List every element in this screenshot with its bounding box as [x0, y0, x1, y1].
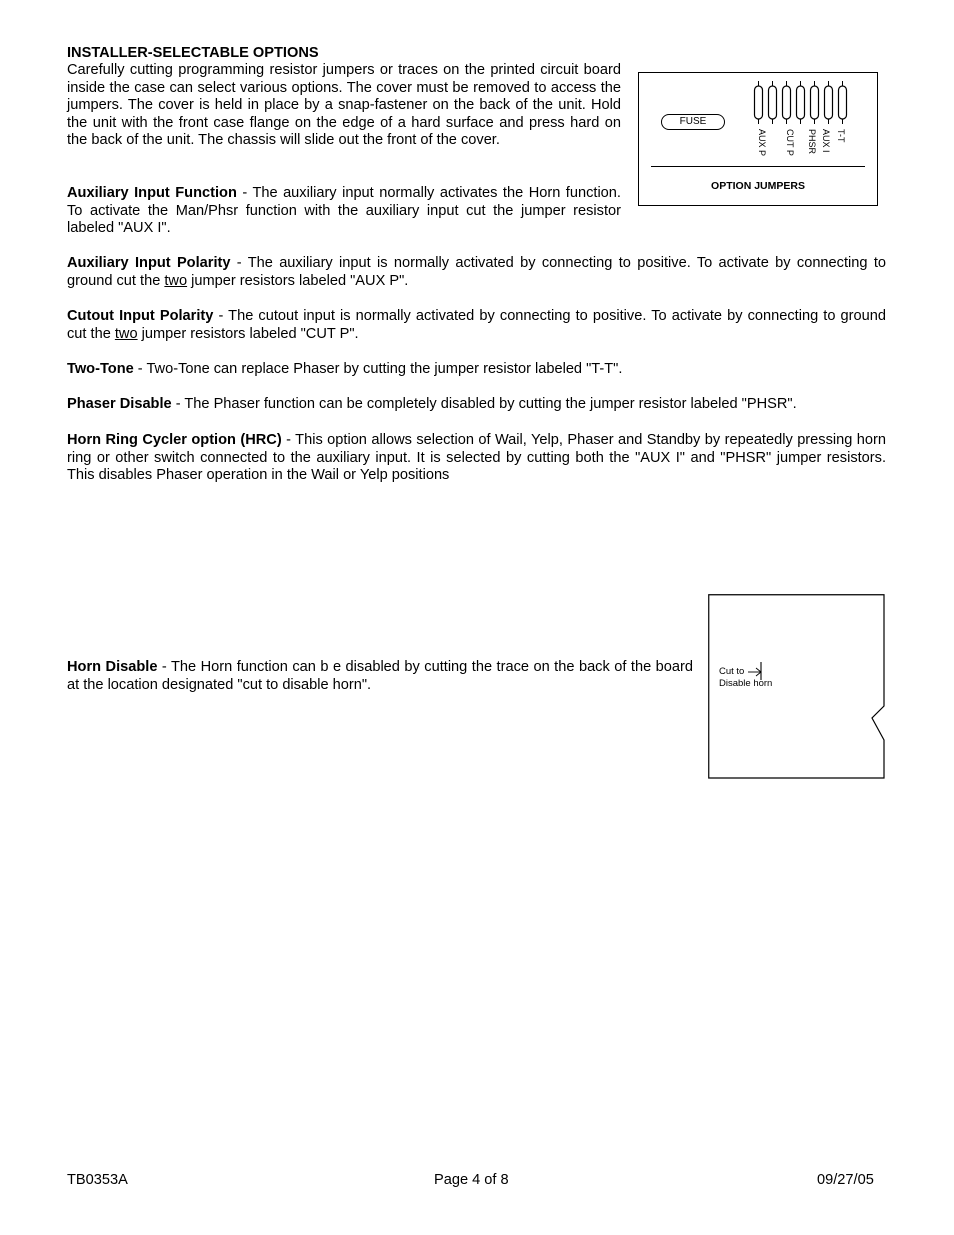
aux-polarity-paragraph — [67, 255, 886, 290]
footer-page-number: Page 4 of 8 — [434, 1172, 509, 1188]
cutout-polarity-term: Cutout Input Polarity — [67, 308, 214, 324]
cutout-polarity-text-b: jumper resistors labeled "CUT P". — [137, 325, 359, 342]
hrc-paragraph — [67, 432, 886, 485]
jumper-t-t-icon — [836, 81, 849, 124]
aux-polarity-text-a: - The auxiliary input is normally activated by connecting to positive. To activate by connecting to ground cut the — [67, 255, 886, 289]
cutout-polarity-paragraph — [67, 308, 886, 343]
jumper-label-t-t: T-T — [836, 129, 846, 143]
cutout-polarity-underline: two — [114, 325, 138, 342]
footer-date: 09/27/05 — [817, 1172, 874, 1188]
aux-polarity-underline: two — [164, 272, 188, 289]
horn-disable-paragraph — [67, 659, 693, 694]
diagram-caption: OPTION JUMPERS — [711, 180, 805, 192]
jumper-cut-p-icon — [780, 81, 793, 124]
hrc-text: - This option allows selection of Wail, Yelp, Phaser and Standby by repeatedly pressing horn ring or other switch connected to the auxiliary input. It is selected by cutting both the "AUX I" and "PHSR" jumper resistors. This disables Phaser operation in the Wail or Yelp positions — [67, 432, 886, 483]
two-tone-paragraph — [67, 361, 886, 379]
aux-function-term: Auxiliary Input Function — [67, 185, 237, 201]
diagram-divider — [651, 166, 865, 167]
jumper-phsr-icon — [808, 81, 821, 124]
jumper-aux-i-icon — [822, 81, 835, 124]
jumper-label-cut-p: CUT P — [785, 129, 795, 156]
jumper-label-phsr: PHSR — [807, 129, 817, 155]
fuse-label: FUSE — [661, 114, 725, 130]
phaser-disable-paragraph — [67, 396, 886, 414]
aux-polarity-term: Auxiliary Input Polarity — [67, 255, 231, 271]
aux-function-paragraph — [67, 185, 621, 238]
aux-polarity-text-b: jumper resistors labeled "AUX P". — [187, 272, 409, 289]
horn-disable-diagram — [708, 594, 886, 780]
jumper-label-aux-i: AUX I — [821, 129, 831, 153]
two-tone-term: Two-Tone — [67, 361, 134, 377]
footer-doc-id: TB0353A — [67, 1172, 128, 1188]
option-jumpers-diagram — [638, 72, 878, 206]
horn-cut-label-line2: Disable horn — [719, 678, 773, 689]
jumper-cut-p-2-icon — [794, 81, 807, 124]
aux-function-text: - The auxiliary input normally activates the Horn function. To activate the Man/Phsr function with the auxiliary input cut the jumper resistor labeled "AUX I". — [67, 185, 621, 236]
two-tone-text: - Two-Tone can replace Phaser by cutting the jumper resistor labeled "T-T". — [133, 361, 623, 377]
jumper-label-aux-p: AUX P — [757, 129, 767, 157]
jumper-aux-p-2-icon — [766, 81, 779, 124]
section-heading: INSTALLER-SELECTABLE OPTIONS — [67, 45, 319, 61]
jumper-aux-p-icon — [752, 81, 765, 124]
intro-paragraph: Carefully cutting programming resistor jumpers or traces on the printed circuit board inside the case can select various options. The cover must be removed to access the jumpers. The cover is held in place by a snap-fastener on the back of the unit. Hold the unit with the front case flange on the edge of a hard surface and press hard on the back of the unit. The chassis will slide out the front of the cover. — [67, 62, 621, 148]
cutout-polarity-text-a: - The cutout input is normally activated by connecting to positive. To activate by connecting to ground cut the — [67, 308, 886, 342]
phaser-disable-text: - The Phaser function can be completely disabled by cutting the jumper resistor labeled "PHSR". — [171, 396, 797, 412]
phaser-disable-term: Phaser Disable — [67, 396, 172, 412]
horn-cut-label-line1: Cut to — [719, 666, 745, 677]
horn-disable-term: Horn Disable — [67, 659, 158, 675]
horn-disable-text: - The Horn function can b e disabled by cutting the trace on the back of the board at the location designated "cut to disable horn". — [67, 659, 694, 693]
hrc-term: Horn Ring Cycler option (HRC) — [67, 432, 282, 448]
